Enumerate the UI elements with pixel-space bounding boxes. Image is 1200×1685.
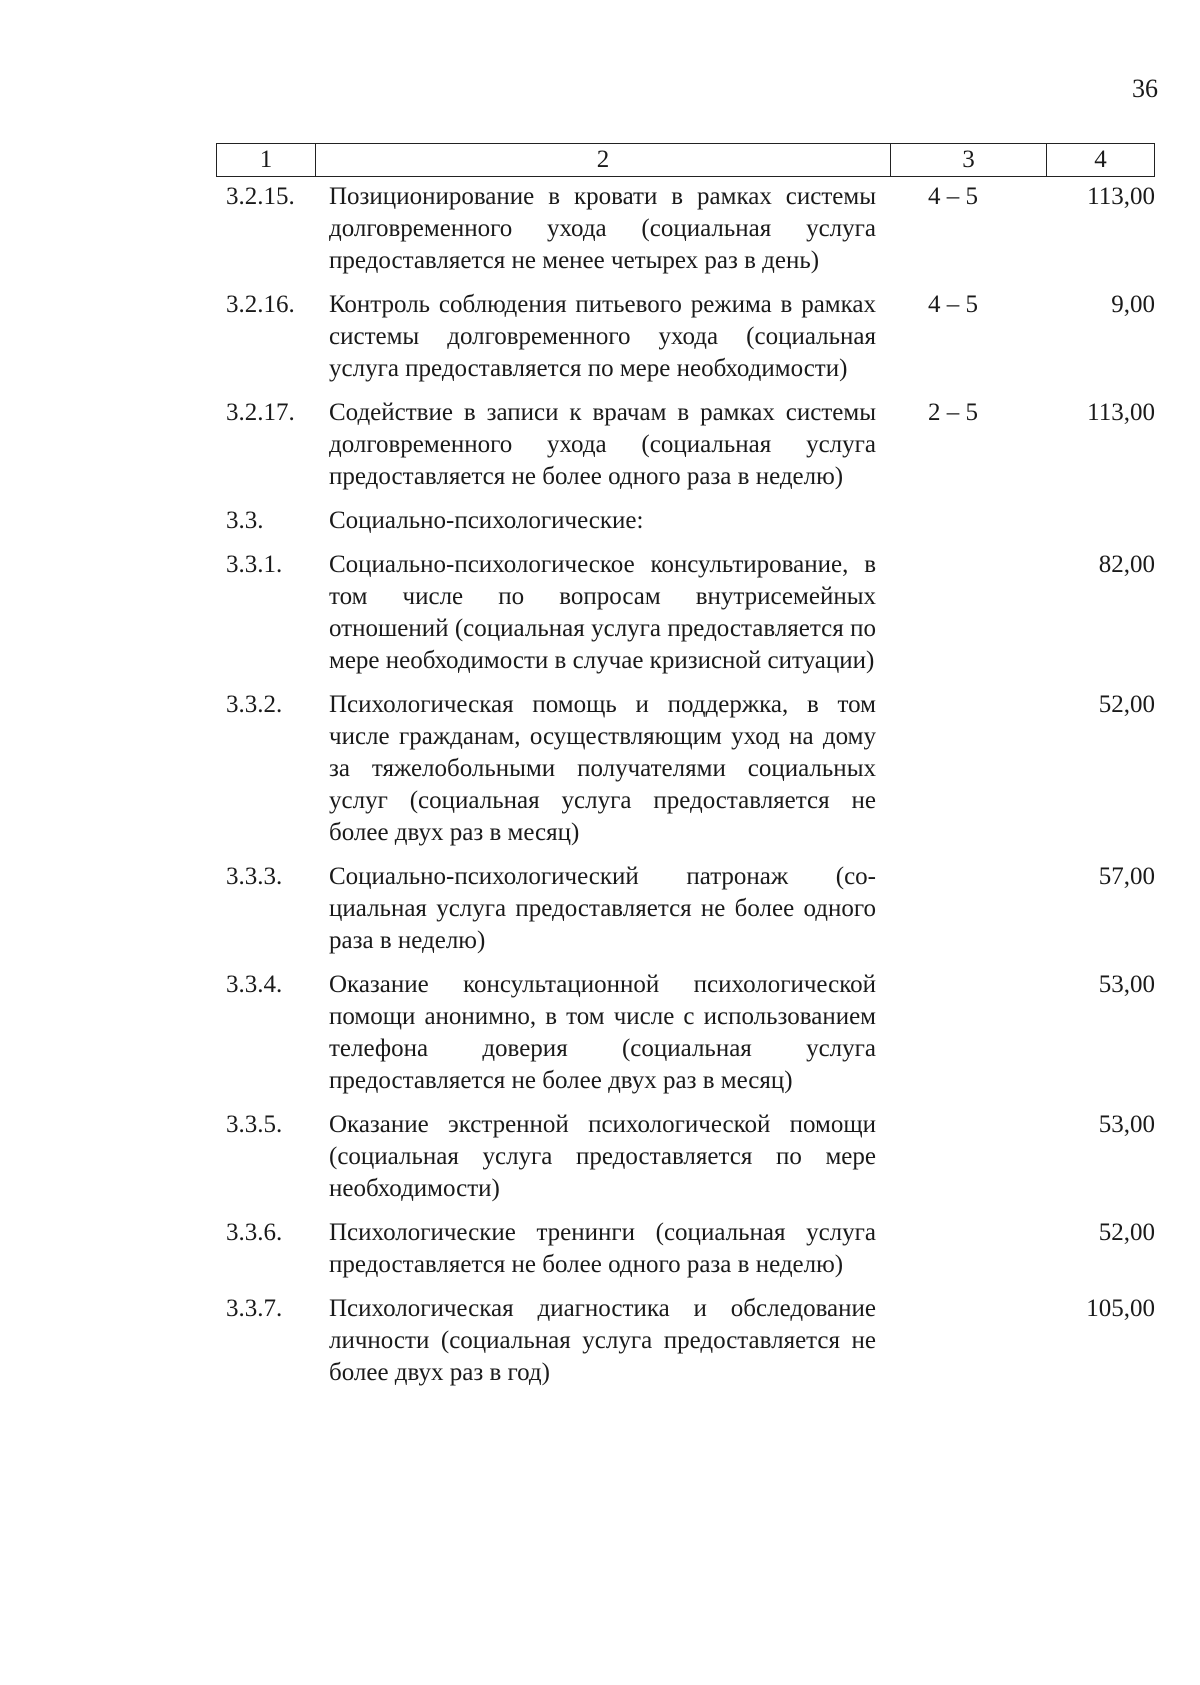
row-number: 3.3.4. (226, 971, 283, 998)
row-description: Позиционирование в кровати в рамках системы долговременного ухода (социальная услуга предоставляется не менее четырех раз в день) (329, 183, 876, 274)
table-row (0, 1109, 1200, 1205)
row-description: Социально-психологический патронаж (социальная услуга предоставляется не более одного раза в неделю) (329, 863, 876, 954)
row-price: 52,00 (1098, 1219, 1155, 1246)
row-price: 9,00 (1111, 291, 1155, 318)
row-number: 3.2.17. (226, 399, 295, 426)
page-number: 36 (1132, 74, 1158, 103)
row-number: 3.2.15. (226, 183, 295, 210)
table-row (0, 505, 1200, 537)
header-col-1: 1 (217, 144, 316, 176)
table-row (0, 181, 1200, 277)
row-description: Контроль соблюдения питьевого режима в рамках системы долговременного ухода (социальная услуга предоставляется по мере необходимости) (329, 291, 876, 382)
row-number: 3.3.1. (226, 551, 283, 578)
row-price: 113,00 (1087, 399, 1155, 426)
table-row (0, 289, 1200, 385)
row-price: 82,00 (1098, 551, 1155, 578)
header-col-4: 4 (1094, 146, 1107, 173)
row-number: 3.3.6. (226, 1219, 283, 1246)
row-number: 3.3.7. (226, 1295, 283, 1322)
table-row (0, 969, 1200, 1097)
row-description: Психологическая диагностика и обследование личности (социальная услуга предоставляется не более двух раз в год) (329, 1295, 876, 1386)
row-price: 52,00 (1098, 691, 1155, 718)
table-row (0, 549, 1200, 677)
row-number: 3.3. (226, 507, 264, 534)
row-price: 105,00 (1086, 1295, 1155, 1322)
row-price: 53,00 (1098, 1111, 1155, 1138)
table-header (216, 143, 1155, 177)
row-number: 3.3.5. (226, 1111, 283, 1138)
row-price: 113,00 (1087, 183, 1155, 210)
row-price: 53,00 (1098, 971, 1155, 998)
row-price: 57,00 (1098, 863, 1155, 890)
row-description: Оказание консультационной психологической помощи анонимно, в том числе с использованием телефона доверия (социальная услуга предоставляется не более двух раз в месяц) (329, 971, 876, 1094)
table-row (0, 689, 1200, 849)
table-row (0, 1293, 1200, 1389)
row-description: Социально-психологическое консультирование, в том числе по вопросам внутрисемейных отношений (социальная услуга предоставляется по мере необходимости в случае кризисной ситуации) (329, 551, 876, 674)
row-description: Психологическая помощь и поддержка, в том числе гражданам, осуществляющим уход на дому за тяжелобольными получателями социальных услуг (социальная услуга предоставляется не более двух раз в месяц) (329, 691, 876, 846)
services-table (0, 181, 1200, 1401)
row-period: 4 – 5 (928, 183, 978, 210)
row-period: 2 – 5 (928, 399, 978, 426)
row-description: Психологические тренинги (социальная услуга предоставляется не более одного раза в неделю) (329, 1219, 876, 1278)
row-number: 3.3.2. (226, 691, 283, 718)
header-col-2: 2 (316, 144, 891, 176)
table-row (0, 861, 1200, 957)
row-description: Оказание экстренной психологической помощи (социальная услуга предоставляется по мере необходимости) (329, 1111, 876, 1202)
row-description: Социально-психологические: (329, 507, 644, 534)
row-number: 3.2.16. (226, 291, 295, 318)
header-col-3: 3 (891, 144, 1047, 176)
table-row (0, 1217, 1200, 1281)
table-row (0, 397, 1200, 493)
row-period: 4 – 5 (928, 291, 978, 318)
row-description: Содействие в записи к врачам в рамках системы долговременного ухода (социальная услуга предоставляется не более одного раза в неделю) (329, 399, 876, 490)
row-number: 3.3.3. (226, 863, 283, 890)
